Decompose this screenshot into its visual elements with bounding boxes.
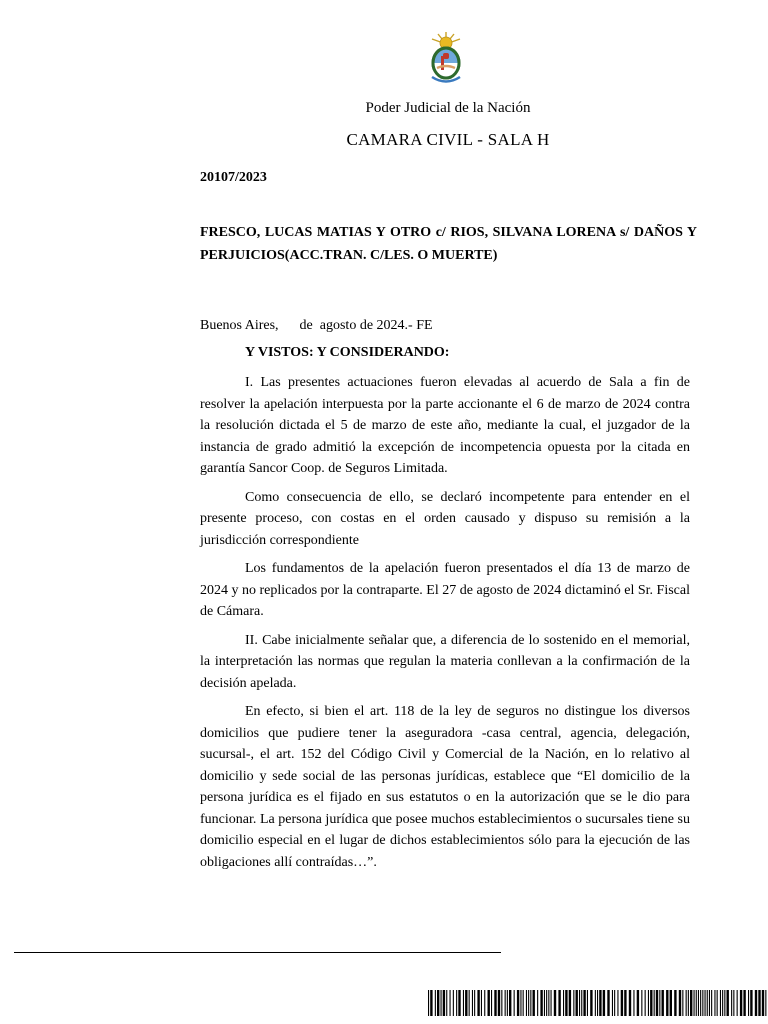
footer-divider	[14, 952, 501, 953]
resolution-body	[200, 372, 690, 880]
chamber-name: CAMARA CIVIL - SALA H	[346, 130, 550, 149]
case-number: 20107/2023	[200, 170, 267, 185]
paragraph: I. Las presentes actuaciones fueron elevadas al acuerdo de Sala a fin de resolver la apelación interpuesta por la parte accionante el 6 de marzo de 2024 contra la resolución dictada el 5 de marzo de este año, mediante la cual, el juzgador de la instancia de grado admitió la excepción de incompetencia opuesta por la citada en garantía Sancor Coop. de Seguros Limitada.	[200, 375, 690, 476]
institution-name: Poder Judicial de la Nación	[365, 100, 531, 116]
coat-of-arms-icon	[424, 30, 468, 86]
section-heading: Y VISTOS: Y CONSIDERANDO:	[245, 345, 450, 360]
dateline: Buenos Aires, de agosto de 2024.- FE	[200, 318, 433, 333]
barcode-icon	[428, 990, 768, 1016]
paragraph: II. Cabe inicialmente señalar que, a diferencia de lo sostenido en el memorial, la interpretación las normas que regulan la materia conllevan a la confirmación de la decisión apelada.	[200, 632, 690, 691]
paragraph: En efecto, si bien el art. 118 de la ley de seguros no distingue los diversos domicilios que pudiere tener la aseguradora -casa central, agencia, delegación, sucursal-, el art. 152 del Código Civil y Comercial de la Nación, en lo relativo al domicilio y sede social de las personas jurídicas, establece que “El domicilio de la persona jurídica es el fijado en sus estatutos o en la autorización que se le dio para funcionar. La persona jurídica que posee muchos establecimientos o sucursales tiene su domicilio especial en el lugar de dichos establecimientos sólo para la ejecución de las obligaciones allí contraídas…”.	[200, 704, 690, 870]
case-caption: FRESCO, LUCAS MATIAS Y OTRO c/ RIOS, SILVANA LORENA s/ DAÑOS Y PERJUICIOS(ACC.TRAN. C/LES. O MUERTE)	[200, 225, 697, 263]
paragraph: Los fundamentos de la apelación fueron presentados el día 13 de marzo de 2024 y no replicados por la contraparte. El 27 de agosto de 2024 dictaminó el Sr. Fiscal de Cámara.	[200, 561, 690, 619]
paragraph: Como consecuencia de ello, se declaró incompetente para entender en el presente proceso, con costas en el orden causado y dispuso su remisión a la jurisdicción correspondiente	[200, 489, 690, 548]
